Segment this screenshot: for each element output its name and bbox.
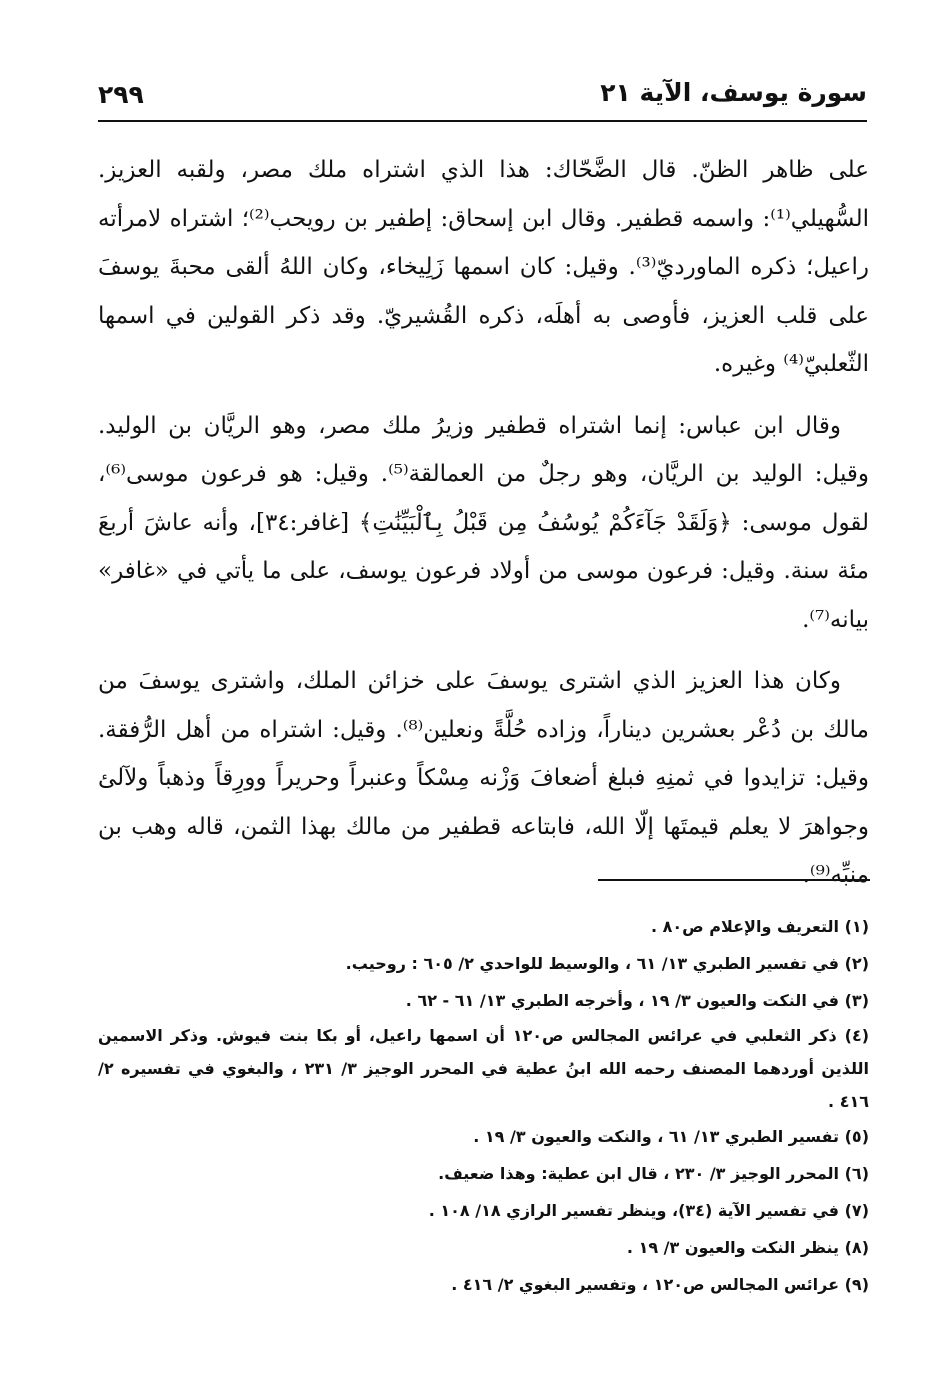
footnote-text: المحرر الوجيز ٣/ ٢٣٠ ، قال ابن عطية: وهذا ضعيف.	[438, 1164, 840, 1183]
footnote-text: ينظر النكت والعيون ٣/ ١٩ .	[626, 1238, 840, 1257]
footnote-text: التعريف والإعلام ص٨٠ .	[650, 917, 840, 936]
footnote-number: (٧)	[844, 1201, 869, 1220]
header-rule	[98, 120, 867, 122]
footnote-separator	[598, 879, 870, 881]
footnote	[98, 1266, 869, 1303]
running-title: سورة يوسف، الآية ٢١	[600, 78, 867, 107]
footnote	[98, 1019, 869, 1118]
footnote-number: (٩)	[844, 1275, 869, 1294]
footnote-number: (٢)	[844, 954, 869, 973]
footnote-text: في تفسير الطبري ١٣/ ٦١ ، والوسيط للواحدي ٢/ ٦٠٥ : روحيب.	[345, 954, 840, 973]
footnote-number: (٣)	[844, 991, 869, 1010]
footnote-text: تفسير الطبري ١٣/ ٦١ ، والنكت والعيون ٣/ ١٩ .	[473, 1127, 840, 1146]
page-header	[98, 72, 867, 118]
page-number: ٢٩٩	[98, 80, 144, 109]
footnote	[98, 908, 869, 945]
footnote	[98, 1229, 869, 1266]
footnote-number: (٥)	[844, 1127, 869, 1146]
footnote-number: (٦)	[844, 1164, 869, 1183]
footnote-text: في النكت والعيون ٣/ ١٩ ، وأخرجه الطبري ١٣/ ٦١ - ٦٢ .	[405, 991, 840, 1010]
footnote-number: (٤)	[844, 1026, 870, 1045]
footnote	[98, 1155, 869, 1192]
footnote-text: ذكر الثعلبي في عرائس المجالس ص١٢٠ أن اسمها راعيل، أو بكا بنت فيوش. وذكر الاسمين اللذين أوردهما المصنف رحمه الله ابنُ عطية في المحرر الوجيز ٣/ ٢٣١ ، والبغوي في تفسيره ٢/ ٤١٦ .	[98, 1026, 869, 1111]
main-text	[98, 146, 869, 913]
footnotes	[98, 908, 869, 1303]
paragraph: وكان هذا العزيز الذي اشترى يوسفَ على خزائن الملك، واشترى يوسفَ من مالك بن دُعْر بعشرين ديناراً، وزاده حُلَّةً ونعلين⁽⁸⁾. وقيل: اشتراه من أهل الرُّفقة. وقيل: تزايدوا في ثمنِهِ فبلغ أضعافَ وَزْنه مِسْكاً وعنبراً وحريراً وورِقاً وذهباً ولآلئ وجواهرَ لا يعلم قيمتَها إلّا الله، فابتاعه قطفير من مالك بهذا الثمن، قاله وهب بن منبِّه⁽⁹⁾.	[98, 668, 869, 888]
footnote	[98, 982, 869, 1019]
paragraph: وقال ابن عباس: إنما اشتراه قطفير وزيرُ ملك مصر، وهو الريَّان بن الوليد. وقيل: الوليد بن الريَّان، وهو رجلٌ من العمالقة⁽⁵⁾. وقيل: هو فرعون موسى⁽⁶⁾، لقول موسى: ﴿وَلَقَدْ جَآءَكُمْ يُوسُفُ مِن قَبْلُ بِٱلْبَيِّنَٰتِ﴾ [غافر:٣٤]، وأنه عاشَ أربعَ مئة سنة. وقيل: فرعون موسى من أولاد فرعون يوسف، على ما يأتي في «غافر» بيانه⁽⁷⁾.	[98, 412, 869, 633]
footnote-number: (٨)	[844, 1238, 869, 1257]
footnote	[98, 1192, 869, 1229]
footnote-text: في تفسير الآية (٣٤)، وينظر تفسير الرازي ١٨/ ١٠٨ .	[428, 1201, 840, 1220]
footnote	[98, 945, 869, 982]
footnote-number: (١)	[844, 917, 869, 936]
footnote-text: عرائس المجالس ص١٢٠ ، وتفسير البغوي ٢/ ٤١٦ .	[451, 1275, 840, 1294]
footnote	[98, 1118, 869, 1155]
paragraph: على ظاهر الظنّ. قال الضَّحّاك: هذا الذي اشتراه ملك مصر، ولقبه العزيز. السُّهيلي⁽¹⁾: واسمه قطفير. وقال ابن إسحاق: إطفير بن رويحب⁽²⁾؛ اشتراه لامرأته راعيل؛ ذكره الماورديّ⁽³⁾. وقيل: كان اسمها زَلِيخاء، وكان اللهُ ألقى محبةَ يوسفَ على قلب العزيز، فأوصى به أهلَه، ذكره القُشيريّ. وقد ذكر القولين في اسمها الثّعلبيّ⁽⁴⁾ وغيره.	[98, 157, 869, 377]
